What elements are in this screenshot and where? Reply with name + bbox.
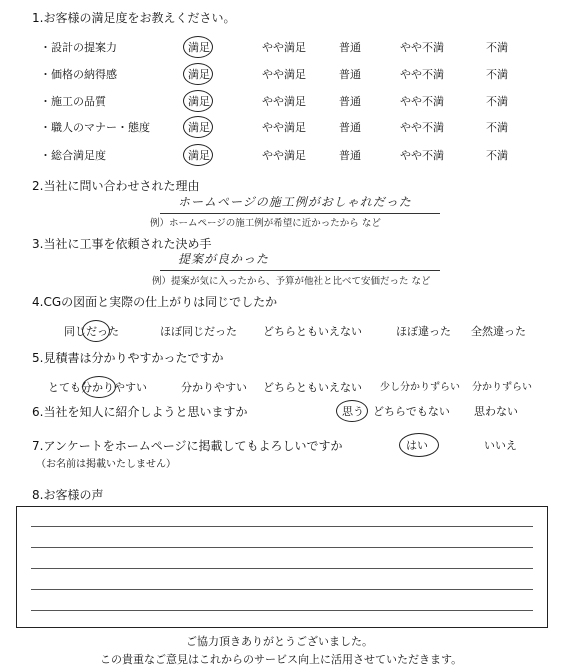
footer-thanks: ご協力頂きありがとうございました。: [186, 635, 373, 648]
q7-title: 7.アンケートをホームページに掲載してもよろしいですか: [32, 439, 343, 453]
selected-circle-mark: [336, 400, 368, 422]
q1-option-dissatisfied[interactable]: 不満: [486, 68, 508, 81]
writing-line: [31, 547, 533, 548]
q1-option-dissatisfied[interactable]: 不満: [486, 149, 508, 162]
q4-option-almost-same[interactable]: ほぼ同じだった: [160, 325, 237, 338]
selected-circle-mark: [183, 90, 213, 112]
answer-underline: [160, 213, 440, 214]
writing-line: [31, 526, 533, 527]
q1-title: 1.お客様の満足度をお教えください。: [32, 11, 236, 25]
q1-option-satisfied[interactable]: 満足: [188, 149, 210, 162]
q1-row-label: ・価格の納得感: [40, 68, 117, 81]
q1-option-somewhat-dissatisfied[interactable]: やや不満: [400, 149, 444, 162]
writing-line: [31, 568, 533, 569]
q7-note: （お名前は掲載いたしません）: [36, 459, 176, 470]
q3-title: 3.当社に工事を依頼された決め手: [32, 237, 212, 251]
q1-option-satisfied[interactable]: 満足: [188, 41, 210, 54]
q1-option-somewhat-satisfied[interactable]: やや満足: [262, 95, 306, 108]
q1-option-somewhat-dissatisfied[interactable]: やや不満: [400, 95, 444, 108]
q1-option-dissatisfied[interactable]: 不満: [486, 121, 508, 134]
q1-option-satisfied[interactable]: 満足: [188, 121, 210, 134]
q1-row-label: ・総合満足度: [40, 149, 106, 162]
q6-option-neither[interactable]: どちらでもない: [373, 405, 450, 418]
selected-circle-mark: [183, 144, 213, 166]
q1-option-somewhat-satisfied[interactable]: やや満足: [262, 121, 306, 134]
q1-option-satisfied[interactable]: 満足: [188, 68, 210, 81]
q8-title: 8.お客様の声: [32, 488, 104, 502]
q5-option-easy[interactable]: 分かりやすい: [181, 381, 247, 394]
q2-handwritten-answer[interactable]: ホームページの施工例がおしゃれだった: [178, 195, 412, 209]
footer-message: この貴重なご意見はこれからのサービス向上に活用させていただきます。: [100, 653, 463, 666]
q3-handwritten-answer[interactable]: 提案が良かった: [178, 252, 270, 266]
q1-option-neutral[interactable]: 普通: [339, 68, 361, 81]
writing-line: [31, 589, 533, 590]
q1-option-neutral[interactable]: 普通: [339, 41, 361, 54]
q4-option-neither[interactable]: どちらともいえない: [263, 325, 362, 338]
q3-example: 例）提案が気に入ったから、予算が他社と比べて安価だった など: [152, 276, 431, 287]
q1-option-somewhat-satisfied[interactable]: やや満足: [262, 41, 306, 54]
q1-option-neutral[interactable]: 普通: [339, 95, 361, 108]
selected-circle-mark: [82, 376, 116, 398]
q6-title: 6.当社を知人に紹介しようと思いますか: [32, 405, 248, 419]
q5-option-very-easy[interactable]: とても分かりやすい: [48, 381, 147, 394]
q5-option-slightly-hard[interactable]: 少し分かりずらい: [380, 382, 460, 393]
q1-option-neutral[interactable]: 普通: [339, 121, 361, 134]
q1-row-label: ・設計の提案力: [40, 41, 117, 54]
selected-circle-mark: [82, 320, 110, 342]
q7-option-no[interactable]: いいえ: [484, 439, 517, 452]
customer-voice-box[interactable]: [16, 506, 548, 628]
answer-underline: [160, 270, 440, 271]
selected-circle-mark: [183, 63, 213, 85]
q4-option-totally-different[interactable]: 全然違った: [471, 325, 526, 338]
selected-circle-mark: [183, 36, 213, 58]
q1-option-dissatisfied[interactable]: 不満: [486, 41, 508, 54]
q1-option-somewhat-satisfied[interactable]: やや満足: [262, 68, 306, 81]
q5-option-neither[interactable]: どちらともいえない: [263, 381, 362, 394]
q1-option-satisfied[interactable]: 満足: [188, 95, 210, 108]
q1-option-somewhat-dissatisfied[interactable]: やや不満: [400, 121, 444, 134]
q6-option-yes[interactable]: 思う: [342, 405, 364, 418]
q5-title: 5.見積書は分かりやすかったですか: [32, 351, 224, 365]
writing-line: [31, 610, 533, 611]
q6-option-no[interactable]: 思わない: [474, 405, 518, 418]
q5-option-hard[interactable]: 分かりずらい: [472, 382, 532, 393]
q4-option-same[interactable]: 同じだった: [64, 325, 119, 338]
q1-option-somewhat-satisfied[interactable]: やや満足: [262, 149, 306, 162]
q4-title: 4.CGの図面と実際の仕上がりは同じでしたか: [32, 295, 278, 309]
q1-row-label: ・施工の品質: [40, 95, 106, 108]
q4-option-almost-different[interactable]: ほぼ違った: [396, 325, 451, 338]
q2-title: 2.当社に問い合わせされた理由: [32, 179, 200, 193]
q2-example: 例）ホームページの施工例が希望に近かったから など: [150, 218, 381, 229]
q1-row-label: ・職人のマナー・態度: [40, 121, 150, 134]
q1-option-somewhat-dissatisfied[interactable]: やや不満: [400, 41, 444, 54]
q1-option-dissatisfied[interactable]: 不満: [486, 95, 508, 108]
q7-option-yes[interactable]: はい: [406, 439, 428, 452]
q1-option-somewhat-dissatisfied[interactable]: やや不満: [400, 68, 444, 81]
selected-circle-mark: [183, 116, 213, 138]
selected-circle-mark: [399, 433, 439, 457]
q1-option-neutral[interactable]: 普通: [339, 149, 361, 162]
